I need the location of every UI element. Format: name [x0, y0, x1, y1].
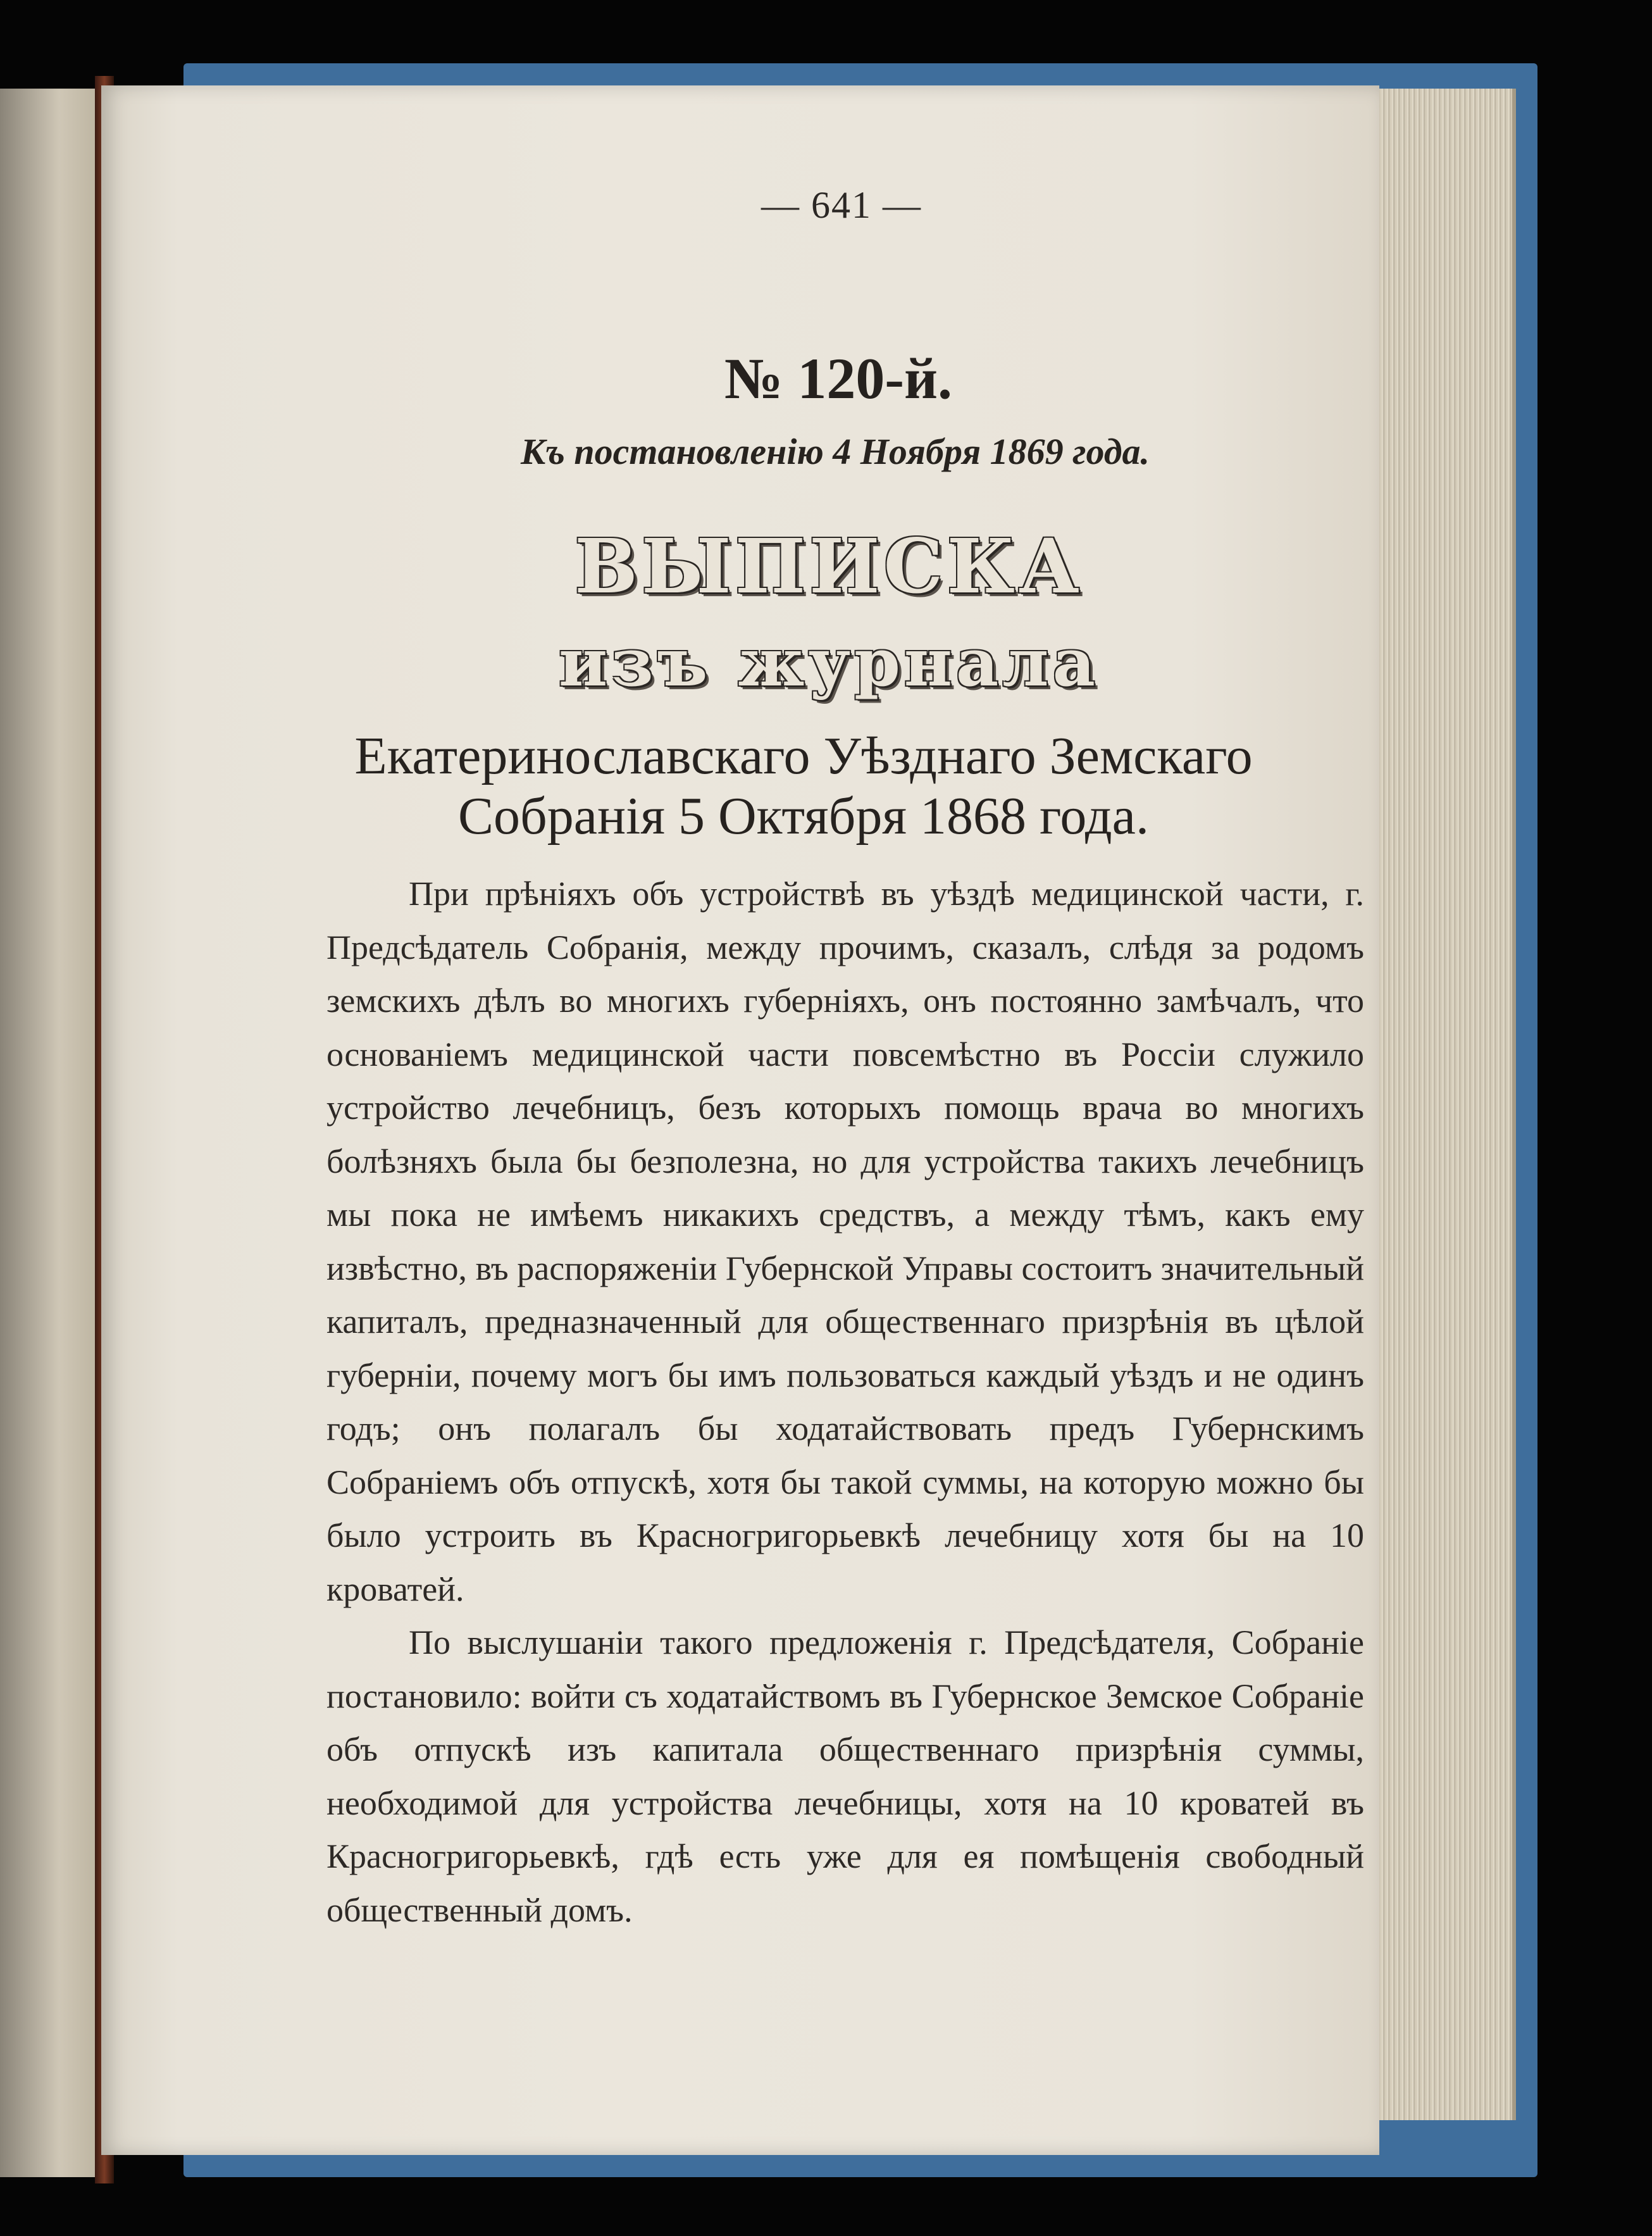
decorative-title-journal: изъ журнала [558, 623, 1100, 701]
paragraph-1: При прѣніяхъ объ устройствѣ въ уѣздѣ медицинской части, г. Предсѣдатель Собранія, между прочимъ, сказалъ, слѣдя за родомъ земскихъ дѣлъ во многихъ губерніяхъ, онъ постоянно замѣчалъ, что основаніемъ медицинской части повсемѣстно въ Россіи служило устройство лечебницъ, безъ которыхъ помощь врача во многихъ болѣзняхъ была бы безполезна, но для устройства такихъ лечебницъ мы пока не имѣемъ никакихъ средствъ, а между тѣмъ, какъ ему извѣстно, въ распоряженіи Губернской Управы состоитъ значительный капиталъ, предназначенный для общественнаго призрѣнія въ цѣлой губерніи, почему могъ бы имъ пользоваться каждый уѣздъ и не одинъ годъ; онъ полагалъ бы ходатайствовать предъ Губернскимъ Собраніемъ объ отпускѣ, хотя бы такой суммы, на которую можно бы было устроить въ Красногригорьевкѣ лечебницу хотя бы на 10 кроватей. [326, 875, 1364, 1608]
body-text [326, 867, 1364, 1937]
document-subtitle: Къ постановленію 4 Ноября 1869 года. [521, 431, 1150, 472]
heading-line-2: Собранія 5 Октября 1868 года. [458, 787, 1149, 846]
book-page [101, 85, 1379, 2155]
decorative-title-extract: ВЫПИСКА [574, 522, 1083, 610]
paragraph-2: По выслушаніи такого предложенія г. Предсѣдателя, Собраніе постановило: войти съ ходатайствомъ въ Губернское Земское Собраніе объ отпускѣ изъ капитала общественнаго призрѣнія суммы, необходимой для устройства лечебницы, хотя на 10 кроватей въ Красногригорьевкѣ, гдѣ есть уже для ея помѣщенія свободный общественный домъ. [326, 1623, 1364, 1929]
heading-line-1: Екатеринославскаго Уѣзднаго Земскаго [354, 727, 1253, 785]
document-number: № 120-й. [724, 346, 953, 411]
left-page-edge [0, 89, 108, 2177]
page-number: — 641 — [761, 184, 922, 226]
page-stack-edge [1360, 89, 1516, 2120]
